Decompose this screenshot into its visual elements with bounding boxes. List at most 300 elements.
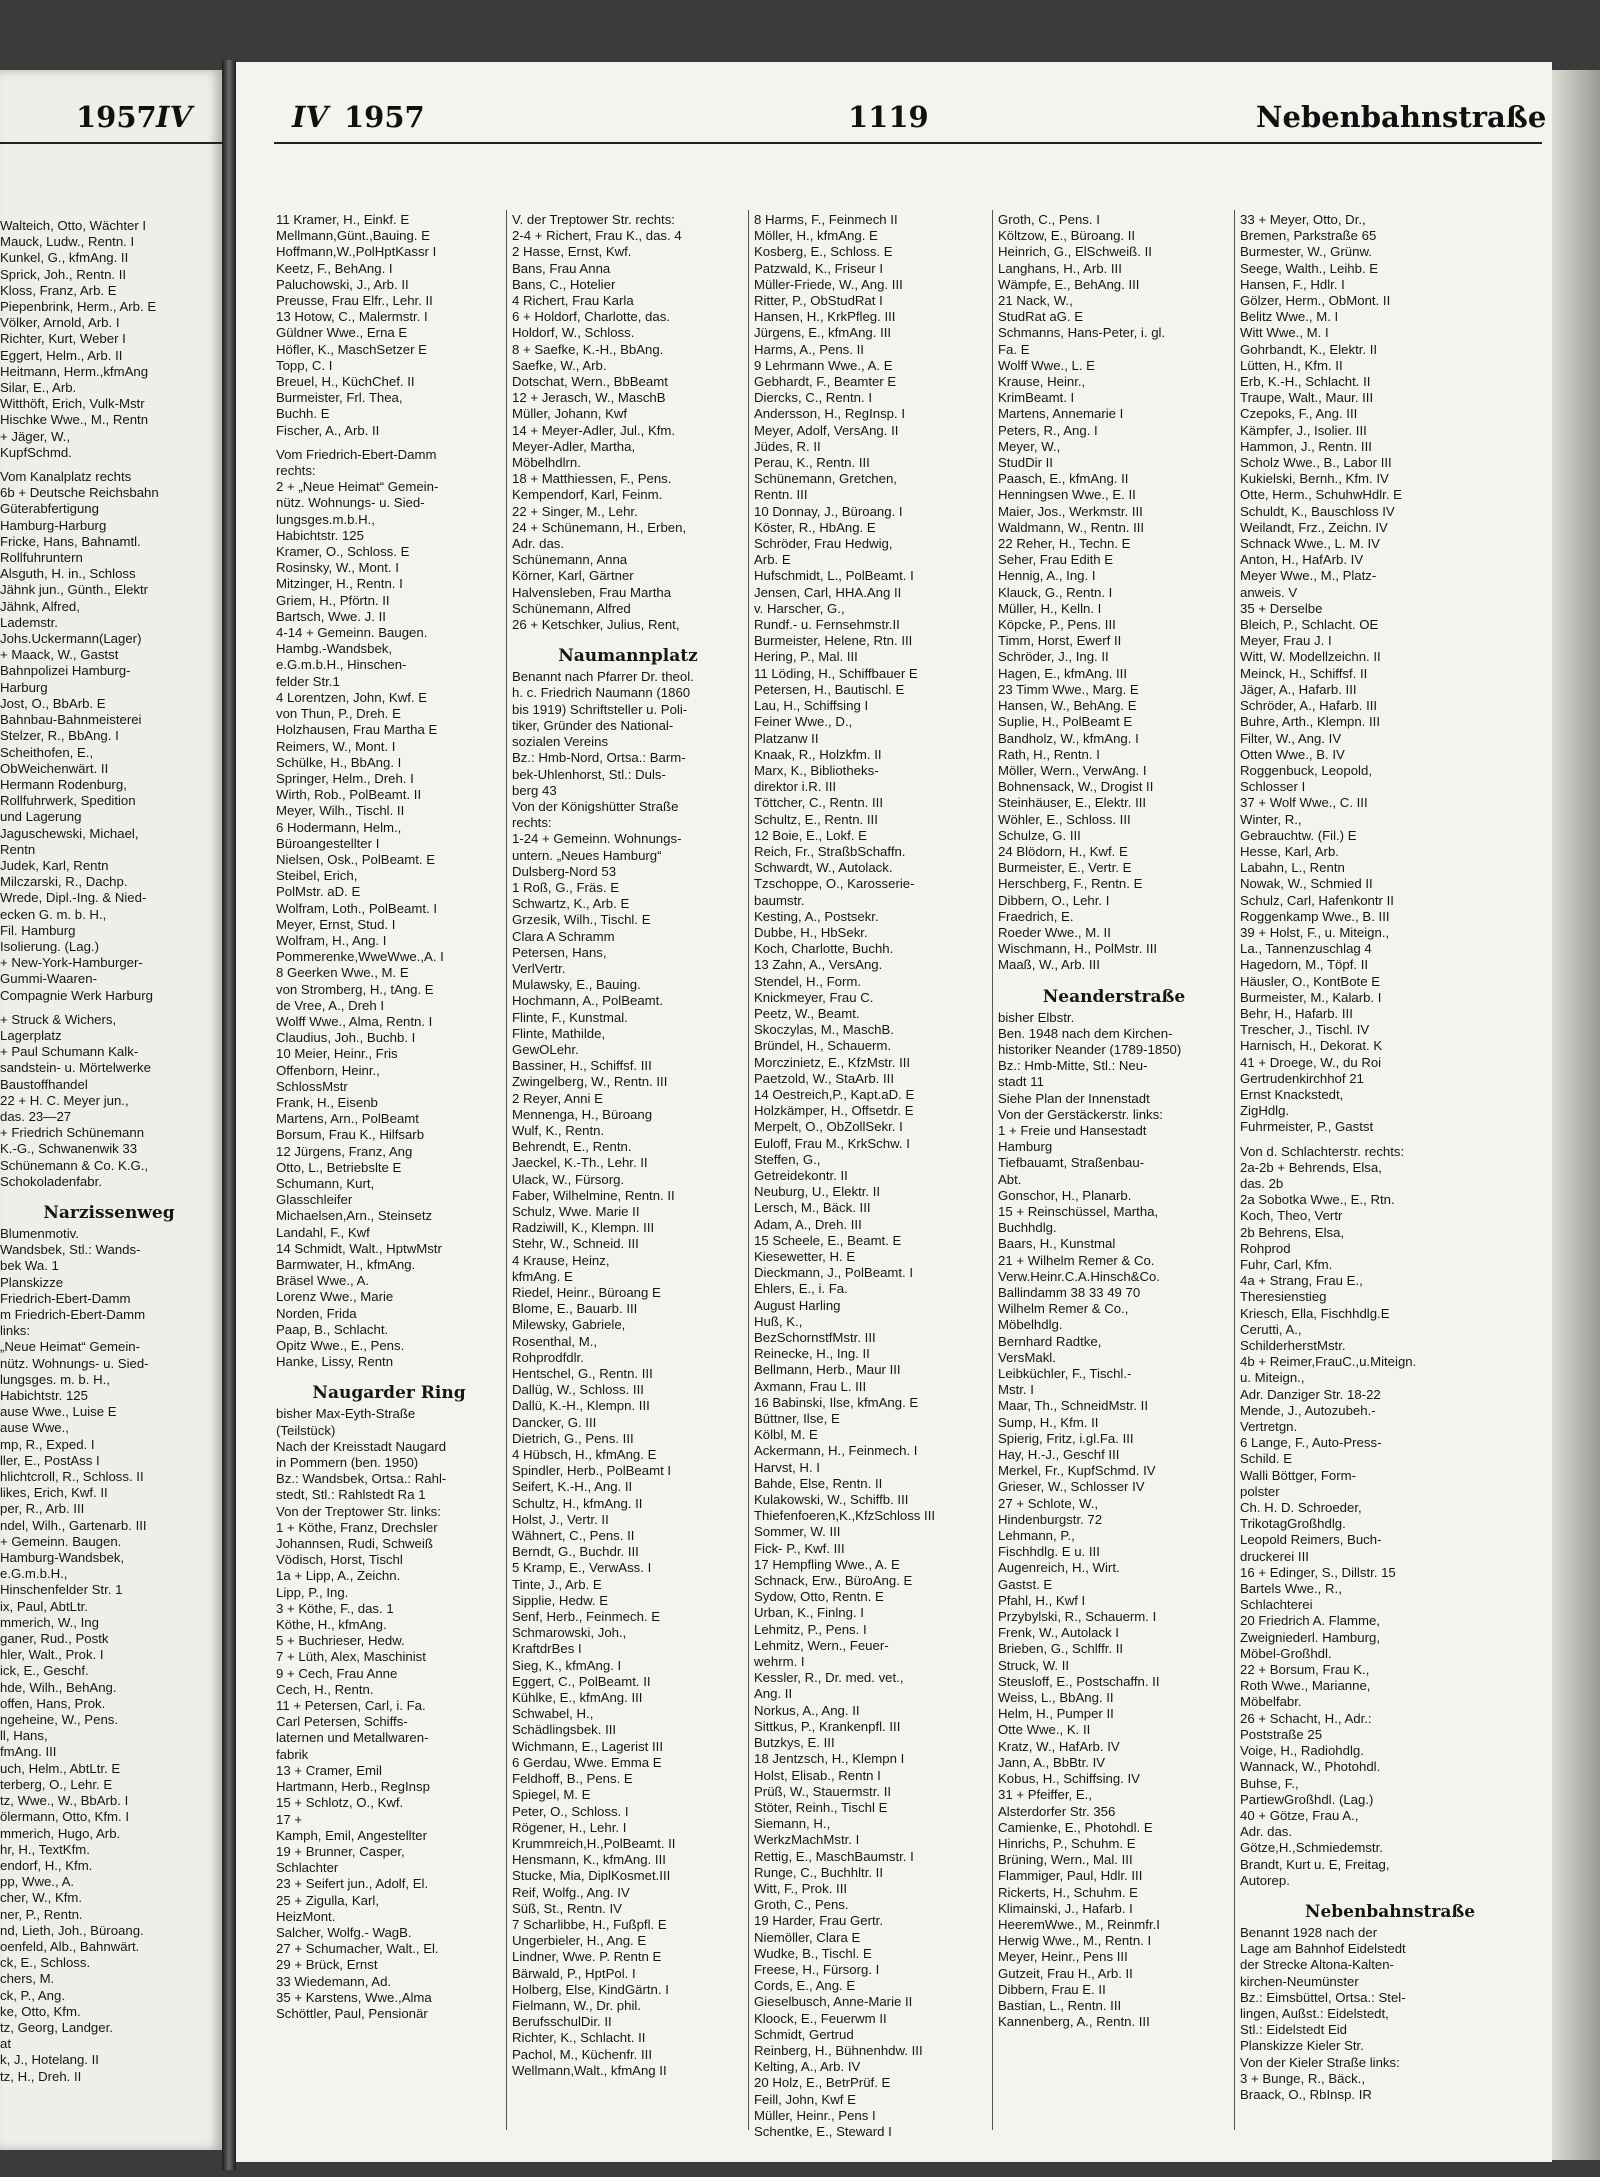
directory-line: Mstr. I <box>998 1382 1034 1398</box>
directory-line: untern. „Neues Hamburg“ <box>512 847 662 863</box>
directory-line: Adam, A., Dreh. III <box>754 1216 862 1232</box>
directory-line: Roth Wwe., Marianne, <box>1240 1678 1371 1694</box>
directory-line: Wulf, K., Rentn. <box>512 1122 605 1138</box>
directory-line: ndel, Wilh., Gartenarb. III <box>0 1517 147 1533</box>
directory-line: Meyer, Ernst, Stud. I <box>276 916 396 932</box>
directory-line: + New-York-Hamburger- <box>0 955 143 971</box>
directory-line: Eggert, Helm., Arb. II <box>0 347 123 363</box>
directory-line: Schädlingsbek. III <box>512 1722 617 1738</box>
directory-line: + Paul Schumann Kalk- <box>0 1044 139 1060</box>
directory-line: 22 + Borsum, Frau K., <box>1240 1662 1370 1678</box>
directory-line: Hentschel, G., Rentn. III <box>512 1366 653 1382</box>
directory-line: 1 Roß, G., Fräs. E <box>512 879 619 895</box>
directory-line: Berndt, G., Buchdr. III <box>512 1544 639 1560</box>
directory-line: Benannt nach Pfarrer Dr. theol. <box>512 669 694 685</box>
directory-line: felder Str.1 <box>276 673 340 689</box>
directory-line: Bahnpolizei Hamburg- <box>0 663 131 679</box>
directory-line: SchlossMstr <box>276 1078 348 1094</box>
directory-line: ngeheine, W., Pens. <box>0 1712 119 1728</box>
directory-line: anweis. V <box>1240 584 1298 600</box>
directory-line: Tinte, J., Arb. E <box>512 1576 602 1592</box>
directory-line: Weiss, L., BbAng. II <box>998 1690 1114 1706</box>
directory-line: 22 + H. C. Meyer jun., <box>0 1092 129 1108</box>
directory-line: Benannt 1928 nach der <box>1240 1924 1378 1940</box>
directory-line: Fuhrmeister, P., Gastst <box>1240 1119 1374 1135</box>
directory-line: Lehmitz, Wern., Feuer- <box>754 1637 889 1653</box>
running-head: Nebenbahnstraße <box>1256 100 1547 134</box>
directory-line: Abt. <box>998 1171 1022 1187</box>
directory-line: Skoczylas, M., MaschB. <box>754 1022 894 1038</box>
directory-line: Schünemann, Alfred <box>512 600 631 616</box>
directory-line: 2-4 + Richert, Frau K., das. 4 <box>512 228 682 244</box>
directory-line: Burmeister, M., Kalarb. I <box>1240 989 1382 1005</box>
directory-line: polster <box>1240 1483 1280 1499</box>
directory-line: ke, Otto, Kfm. <box>0 2003 81 2019</box>
directory-line: m Friedrich-Ebert-Damm <box>0 1307 146 1322</box>
directory-line: Neuburg, U., Elektr. II <box>754 1184 881 1200</box>
directory-line: 29 + Brück, Ernst <box>276 1957 378 1973</box>
directory-line: Witthöft, Erich, Vulk-Mstr <box>0 396 145 412</box>
directory-line: Otte, Herm., SchuhwHdlr. E <box>1240 487 1402 503</box>
directory-line: Schuldt, K., Bauschloss IV <box>1240 503 1395 519</box>
directory-line: bisher Max-Eyth-Straße <box>276 1406 416 1422</box>
directory-line: Butzkys, E. III <box>754 1735 835 1751</box>
directory-line: Feiner Wwe., D., <box>754 714 853 730</box>
directory-line: Bz.: Eimsbüttel, Ortsa.: Stel- <box>1240 1989 1406 2005</box>
directory-line: lingen, Außst.: Eidelstedt, <box>1240 2005 1389 2021</box>
directory-line: Kriesch, Ella, Fischhdlg.E <box>1240 1305 1390 1321</box>
directory-line: VerlVertr. <box>512 960 566 976</box>
directory-line: 22 Reher, H., Techn. E <box>998 536 1131 552</box>
directory-line: Urban, K., Finlng. I <box>754 1605 864 1621</box>
directory-line: Schulz, Carl, Hafenkontr II <box>1240 892 1394 908</box>
directory-line: Prüß, W., Stauermstr. II <box>754 1783 892 1799</box>
directory-line: 10 Meier, Heinr., Fris <box>276 1046 398 1062</box>
directory-line: Ritter, P., ObStudRat I <box>754 293 883 309</box>
street-heading: Naugarder Ring <box>312 1383 466 1404</box>
column-divider <box>748 210 749 2130</box>
column-divider <box>1234 210 1235 2130</box>
directory-line: 20 Friedrich A. Flamme, <box>1240 1613 1380 1629</box>
directory-line: Kloss, Franz, Arb. E <box>0 282 117 298</box>
directory-line: Ernst Knackstedt, <box>1240 1086 1344 1102</box>
directory-line: Von der Gerstäckerstr. links: <box>998 1106 1163 1122</box>
directory-line: Holst, J., Vertr. II <box>512 1511 609 1527</box>
directory-line: Hansen, H., KrkPfleg. III <box>754 309 896 325</box>
street-column-5 <box>1240 212 1540 2103</box>
directory-line: Riedel, Heinr., Büroang E <box>512 1285 661 1300</box>
directory-line: Ehlers, E., i. Fa. <box>754 1281 848 1297</box>
directory-line: stedt, Stl.: Rahlstedt Ra 1 <box>276 1487 426 1503</box>
directory-line: Hesse, Karl, Arb. <box>1240 843 1339 859</box>
directory-line: Kämpfer, J., Isolier. III <box>1240 422 1367 438</box>
directory-line: Groth, C., Pens. I <box>998 212 1100 227</box>
directory-line: 21 Nack, W., <box>998 293 1073 309</box>
directory-line: Kannenberg, A., Rentn. III <box>998 2014 1150 2030</box>
directory-line: Rollfuhruntern <box>0 550 83 566</box>
directory-line: Baars, H., Kunstmal <box>998 1236 1116 1252</box>
directory-line: Przybylski, R., Schauerm. I <box>998 1609 1157 1625</box>
directory-line: 15 + Reinschüssel, Martha, <box>998 1203 1159 1219</box>
directory-line: endorf, H., Kfm. <box>0 1857 93 1873</box>
directory-line: Behr, H., Hafarb. III <box>1240 1005 1353 1021</box>
directory-line: Poststraße 25 <box>1240 1726 1323 1742</box>
directory-line: PolMstr. aD. E <box>276 884 361 900</box>
directory-line: ZigHdlg. <box>1240 1103 1290 1119</box>
directory-line: 4 Richert, Frau Karla <box>512 293 634 309</box>
directory-line: Mulawsky, E., Bauing. <box>512 977 641 993</box>
directory-line: StudRat aG. E <box>998 309 1084 325</box>
directory-line: Walteich, Otto, Wächter I <box>0 218 147 233</box>
directory-line: 23 + Seifert jun., Adolf, El. <box>276 1876 429 1892</box>
directory-line: Fil. Hamburg <box>0 922 76 938</box>
directory-line: v. Harscher, G., <box>754 600 845 616</box>
directory-line: 17 + <box>276 1811 303 1827</box>
directory-line: 9 + Cech, Frau Anne <box>276 1665 398 1681</box>
spacer <box>1240 1889 1540 1897</box>
directory-line: hr, H., TextKfm. <box>0 1841 90 1857</box>
directory-line: Saefke, W., Arb. <box>512 357 607 373</box>
directory-line: Kesting, A., Postsekr. <box>754 908 879 924</box>
directory-line: Andersson, H., RegInsp. I <box>754 406 905 422</box>
directory-line: 25 + Zigulla, Karl, <box>276 1892 379 1908</box>
directory-line: Verw.Heinr.C.A.Hinsch&Co. <box>998 1268 1160 1284</box>
street-column-4 <box>998 212 1230 2030</box>
directory-line: Steinhäuser, E., Elektr. III <box>998 795 1147 811</box>
directory-line: 4-14 + Gemeinn. Baugen. <box>276 625 428 641</box>
directory-line: mp, R., Exped. I <box>0 1436 95 1452</box>
directory-line: Burmeister, Frl. Thea, <box>276 390 403 406</box>
directory-line: Schulze, G. III <box>998 827 1081 843</box>
directory-line: Möbelhdlrn. <box>512 455 581 471</box>
directory-line: und Lagerung <box>0 809 82 825</box>
directory-line: hler, Walt., Prok. I <box>0 1647 104 1663</box>
directory-line: Cords, E., Ang. E <box>754 1978 856 1994</box>
directory-line: Hufschmidt, L., PolBeamt. I <box>754 568 914 584</box>
directory-line: Burmester, W., Grünw. <box>1240 244 1372 260</box>
directory-line: Sittkus, P., Krankenpfl. III <box>754 1718 901 1734</box>
directory-line: Tiefbauamt, Straßenbau- <box>998 1155 1145 1171</box>
directory-line: 19 Harder, Frau Gertr. <box>754 1913 883 1929</box>
directory-line: Piepenbrink, Herm., Arb. E <box>0 299 157 315</box>
directory-line: Witt, F., Prok. III <box>754 1880 848 1896</box>
directory-line: Traupe, Walt., Maur. III <box>1240 390 1374 406</box>
directory-line: Rundf.- u. Fernsehmstr.II <box>754 617 900 633</box>
directory-line: Herwig Wwe., M., Rentn. I <box>998 1933 1152 1949</box>
directory-line: Kulakowski, W., Schiffb. III <box>754 1492 909 1508</box>
directory-line: Knaak, R., Holzkfm. II <box>754 746 882 762</box>
directory-line: Rentn <box>0 841 36 857</box>
directory-line: 6b + Deutsche Reichsbahn <box>0 485 159 501</box>
directory-line: Bastian, L., Rentn. III <box>998 1997 1122 2013</box>
directory-line: Schultz, H., kfmAng. II <box>512 1495 643 1511</box>
directory-line: 27 + Schlote, W., <box>998 1495 1099 1511</box>
directory-line: Völker, Arnold, Arb. I <box>0 315 120 331</box>
directory-line: Nielsen, Osk., PolBeamt. E <box>276 851 436 867</box>
directory-line: Hennig, A., Ing. I <box>998 568 1096 584</box>
directory-line: Wischmann, H., PolMstr. III <box>998 941 1158 957</box>
directory-line: Schlosser I <box>1240 779 1306 795</box>
directory-line: baumstr. <box>754 892 805 908</box>
directory-line: Kobus, H., Schiffsing. IV <box>998 1771 1140 1787</box>
directory-line: tz, Wwe., W., BbArb. I <box>0 1793 129 1809</box>
directory-line: Kiesewetter, H. E <box>754 1249 856 1264</box>
directory-line: Hagen, E., kfmAng. III <box>998 665 1128 681</box>
directory-line: Walli Böttger, Form- <box>1240 1467 1357 1483</box>
directory-line: 39 + Holst, F., u. Miteign., <box>1240 924 1390 940</box>
directory-line: Scheithofen, E., <box>0 744 94 760</box>
directory-line: Marx, K., Bibliotheks- <box>754 762 879 778</box>
directory-line: Wirth, Rob., PolBeamt. II <box>276 787 422 803</box>
directory-line: Körner, Karl, Gärtner <box>512 568 634 584</box>
directory-line: Frenk, W., Autolack I <box>998 1625 1119 1641</box>
directory-line: Schnack Wwe., L. M. IV <box>1240 536 1380 552</box>
book-gutter <box>222 60 236 2170</box>
street-heading: Narzissenweg <box>43 1202 175 1223</box>
directory-line: Rohprodfdlr. <box>512 1349 584 1365</box>
directory-line: Krause, Heinr., <box>998 374 1086 390</box>
directory-line: Rohprod <box>1240 1240 1291 1256</box>
directory-line: links: <box>0 1323 31 1339</box>
directory-line: Schlachter <box>276 1860 339 1876</box>
directory-line: Möbelhdlg. <box>998 1317 1063 1333</box>
directory-line: HeizMont. <box>276 1908 336 1924</box>
directory-line: 12 Boie, E., Lokf. E <box>754 827 867 843</box>
directory-line: Kloock, E., Feuerwm II <box>754 2010 887 2026</box>
directory-line: Bz.: Hmb-Mitte, Stl.: Neu- <box>998 1058 1148 1074</box>
directory-line: Steibel, Erich, <box>276 868 358 884</box>
directory-line: cher, W., Kfm. <box>0 1890 83 1906</box>
spacer <box>998 974 1230 982</box>
directory-line: Höfler, K., MaschSetzer E <box>276 341 427 357</box>
directory-line: Knickmeyer, Frau C. <box>754 989 874 1005</box>
directory-line: Suplie, H., PolBeamt E <box>998 714 1133 730</box>
directory-line: StudDir II <box>998 455 1053 471</box>
directory-line: PartiewGroßhdl. (Lag.) <box>1240 1791 1374 1807</box>
directory-line: lungsges.m.b.H., <box>276 511 375 527</box>
directory-line: Mennenga, H., Büroang <box>512 1106 653 1122</box>
directory-line: 6 Lange, F., Auto-Press- <box>1240 1435 1382 1451</box>
directory-line: 2a-2b + Behrends, Elsa, <box>1240 1159 1382 1175</box>
directory-line: SchilderherstMstr. <box>1240 1338 1346 1354</box>
directory-line: fabrik <box>276 1746 309 1762</box>
directory-line: stadt 11 <box>998 1074 1044 1090</box>
directory-line: Harburg <box>0 679 48 695</box>
directory-line: Reich, Fr., StraßbSchaffn. <box>754 843 906 859</box>
directory-line: 11 Kramer, H., Einkf. E <box>276 212 410 227</box>
directory-line: Schild. E <box>1240 1451 1293 1467</box>
directory-line: Steusloff, E., Postschaffn. II <box>998 1673 1160 1689</box>
directory-line: Schröder, Frau Hedwig, <box>754 536 893 552</box>
directory-line: in Pommern (ben. 1950) <box>276 1455 419 1471</box>
directory-line: Roggenbuck, Leopold, <box>1240 762 1372 778</box>
directory-line: Lehmitz, P., Pens. I <box>754 1621 867 1637</box>
directory-line: Vödisch, Horst, Tischl <box>276 1552 403 1568</box>
directory-line: Holst, Elisab., Rentn I <box>754 1767 881 1783</box>
directory-line: Ungerbieler, H., Ang. E <box>512 1933 647 1949</box>
directory-line: Harms, A., Pens. II <box>754 341 864 357</box>
directory-line: 11 Löding, H., Schiffbauer E <box>754 665 918 681</box>
directory-line: Buhse, F., <box>1240 1775 1299 1791</box>
directory-line: hlichtcroll, R., Schloss. II <box>0 1469 144 1485</box>
directory-line: Adr. das. <box>512 536 565 552</box>
directory-line: Fischhdlg. E u. III <box>998 1544 1100 1560</box>
directory-line: Möbel-Großhdl. <box>1240 1645 1332 1661</box>
directory-line: 16 + Edinger, S., Dillstr. 15 <box>1240 1564 1396 1580</box>
directory-line: Anton, H., HafArb. IV <box>1240 552 1364 568</box>
directory-line: Ulack, W., Fürsorg. <box>512 1171 625 1187</box>
street-heading: Neanderstraße <box>1042 986 1186 1007</box>
directory-line: laternen und Metallwaren- <box>276 1730 429 1746</box>
directory-line: Breuel, H., KüchChef. II <box>276 374 415 390</box>
directory-line: Patzwald, K., Friseur I <box>754 260 883 276</box>
directory-line: Paap, B., Schlacht. <box>276 1321 389 1337</box>
directory-line: 17 Hempfling Wwe., A. E <box>754 1556 900 1572</box>
directory-line: Zweigniederl. Hamburg, <box>1240 1629 1380 1645</box>
directory-line: Diercks, C., Rentn. I <box>754 390 872 406</box>
directory-line: Axmann, Frau L. III <box>754 1378 867 1394</box>
directory-line: ölermann, Otto, Kfm. I <box>0 1809 129 1825</box>
directory-line: Köthe, H., kfmAng. <box>276 1617 387 1633</box>
directory-line: Trescher, J., Tischl. IV <box>1240 1022 1370 1038</box>
directory-line: Buchhdlg. <box>998 1220 1057 1236</box>
directory-line: Barmwater, H., kfmAng. <box>276 1257 416 1272</box>
directory-line: Hay, H.-J., Geschf III <box>998 1447 1120 1463</box>
directory-line: Jann, A., BbBtr. IV <box>998 1754 1106 1770</box>
directory-line: Roeder Wwe., M. II <box>998 924 1111 940</box>
directory-line: kfmAng. E <box>512 1268 573 1284</box>
directory-line: Planskizze Kieler Str. <box>1240 2038 1364 2054</box>
directory-line: Reimers, W., Mont. I <box>276 738 396 754</box>
directory-line: Büttner, Ilse, E <box>754 1411 840 1427</box>
directory-line: Herschberg, F., Rentn. E <box>998 876 1143 892</box>
directory-line: Otto, L., Betriebslte E <box>276 1159 402 1175</box>
directory-line: sandstein- u. Mörtelwerke <box>0 1060 151 1076</box>
directory-line: 12 + Jerasch, W., MaschB <box>512 390 666 406</box>
directory-line: Wudke, B., Tischl. E <box>754 1945 872 1961</box>
directory-line: Maar, Th., SchneidMstr. II <box>998 1398 1149 1414</box>
directory-line: Ballindamm 38 33 49 70 <box>998 1285 1141 1300</box>
directory-line: Hansen, F., Hdlr. I <box>1240 276 1345 292</box>
directory-line: Augenreich, H., Wirt. <box>998 1560 1120 1576</box>
directory-line: 19 + Brunner, Casper, <box>276 1843 405 1859</box>
directory-line: k, J., Hotelang. II <box>0 2052 99 2068</box>
directory-line: Kunkel, G., kfmAng. II <box>0 250 129 266</box>
directory-line: Autorep. <box>1240 1872 1290 1888</box>
directory-line: Johs.Uckermann(Lager) <box>0 631 142 647</box>
directory-line: 7 Scharlibbe, H., Fußpfl. E <box>512 1916 667 1932</box>
directory-line: Compagnie Werk Harburg <box>0 987 153 1003</box>
directory-line: Offenborn, Heinr., <box>276 1062 380 1078</box>
directory-line: Bräsel Wwe., A. <box>276 1273 370 1289</box>
directory-line: Reif, Wolfg., Ang. IV <box>512 1884 630 1900</box>
directory-line: Gebrauchtw. (Fil.) E <box>1240 827 1357 843</box>
directory-line: Scholz Wwe., B., Labor III <box>1240 455 1392 471</box>
directory-line: Schülke, H., BbAng. I <box>276 754 402 770</box>
directory-line: Heinrich, G., ElSchweiß. II <box>998 244 1152 260</box>
directory-line: Kessler, R., Dr. med. vet., <box>754 1670 904 1686</box>
directory-line: Wellmann,Walt., kfmAng II <box>512 2062 667 2078</box>
directory-line: 8 Geerken Wwe., M. E <box>276 965 409 981</box>
directory-line: Planskizze <box>0 1274 64 1290</box>
directory-line: Bellmann, Herb., Maur III <box>754 1362 901 1378</box>
directory-line: offen, Hans, Prok. <box>0 1695 106 1711</box>
directory-line: Schünemann, Anna <box>512 552 628 568</box>
directory-line: 5 Kramp, E., VerwAss. I <box>512 1560 652 1576</box>
directory-line: „Neue Heimat“ Gemein- <box>0 1339 140 1355</box>
directory-line: Koch, Charlotte, Buchh. <box>754 941 894 957</box>
directory-line: Rentn. III <box>754 487 808 503</box>
directory-line: 11 + Petersen, Carl, i. Fa. <box>276 1698 426 1714</box>
directory-line: Dibbern, O., Lehr. I <box>998 892 1110 908</box>
directory-line: Wolff Wwe., Alma, Rentn. I <box>276 1013 433 1029</box>
directory-line: Meinck, H., Schiffsf. II <box>1240 665 1368 681</box>
directory-line: Fraedrich, E. <box>998 908 1074 924</box>
directory-line: Braack, O., RbInsp. IR <box>1240 2086 1372 2102</box>
directory-line: Dulsberg-Nord 53 <box>512 863 617 879</box>
directory-line: Grzesik, Wilh., Tischl. E <box>512 912 651 928</box>
directory-line: Otten Wwe., B. IV <box>1240 746 1345 762</box>
directory-line: Koch, Theo, Vertr <box>1240 1208 1343 1224</box>
directory-line: bek-Uhlenhorst, Stl.: Duls- <box>512 766 666 782</box>
directory-line: Wandsbek, Stl.: Wands- <box>0 1242 141 1258</box>
directory-line: Preusse, Frau Elfr., Lehr. II <box>276 293 433 309</box>
directory-line: Rath, H., Rentn. I <box>998 746 1100 762</box>
directory-line: Carl Petersen, Schiffs- <box>276 1714 408 1730</box>
directory-line: Lademstr. <box>0 614 58 630</box>
directory-line: Süß, St., Rentn. IV <box>512 1900 622 1916</box>
directory-line: Flammiger, Paul, Hdlr. III <box>998 1868 1143 1884</box>
directory-line: Helm, H., Pumper II <box>998 1706 1114 1722</box>
directory-line: 2 Reyer, Anni E <box>512 1090 603 1106</box>
directory-line: Wannack, W., Photohdl. <box>1240 1759 1381 1775</box>
directory-line: Hartmann, Herb., RegInsp <box>276 1779 430 1795</box>
directory-line: Sprick, Joh., Rentn. II <box>0 266 127 282</box>
directory-line: at <box>0 2036 11 2052</box>
directory-line: 26 + Schacht, H., Adr.: <box>1240 1710 1372 1726</box>
directory-line: Bohnensack, W., Drogist II <box>998 779 1154 795</box>
directory-line: Schulz, Wwe. Marie II <box>512 1203 640 1219</box>
directory-line: Schmidt, Gertrud <box>754 2026 854 2042</box>
directory-line: Schumann, Kurt, <box>276 1175 375 1191</box>
directory-line: Von d. Schlachterstr. rechts: <box>1240 1143 1405 1159</box>
directory-line: Sommer, W. III <box>754 1524 841 1540</box>
directory-line: Vertretgn. <box>1240 1419 1298 1435</box>
street-column-3 <box>754 212 988 2140</box>
directory-line: Müller, Johann, Kwf <box>512 406 628 422</box>
directory-line: Hering, P., Mal. III <box>754 649 858 665</box>
right-header-year: 1957 <box>344 100 425 134</box>
directory-line: tiker, Gründer des National- <box>512 717 674 733</box>
directory-line: Möller, Wern., VerwAng. I <box>998 762 1147 778</box>
directory-line: Wolfram, H., Ang. I <box>276 932 387 948</box>
spacer <box>276 439 502 447</box>
directory-line: Holberg, Else, KindGärtn. I <box>512 1981 669 1997</box>
column-divider <box>506 210 507 2130</box>
directory-line: Bandholz, W., kfmAng. I <box>998 730 1139 746</box>
directory-line: Fricke, Hans, Bahnamtl. <box>0 533 141 549</box>
directory-line: Friedrich-Ebert-Damm <box>0 1290 131 1306</box>
directory-line: Clara A Schramm <box>512 928 615 944</box>
directory-line: kirchen-Neumünster <box>1240 1973 1359 1989</box>
directory-line: Reinecke, H., Ing. II <box>754 1346 870 1362</box>
directory-line: 37 + Wolf Wwe., C. III <box>1240 795 1368 811</box>
directory-line: Claudius, Joh., Buchb. I <box>276 1030 416 1046</box>
directory-line: Maier, Jos., Werkmstr. III <box>998 503 1143 519</box>
directory-line: Blumenmotiv. <box>0 1225 79 1241</box>
directory-line: Dotschat, Wern., BbBeamt <box>512 374 668 390</box>
directory-line: Isolierung. (Lag.) <box>0 938 99 954</box>
